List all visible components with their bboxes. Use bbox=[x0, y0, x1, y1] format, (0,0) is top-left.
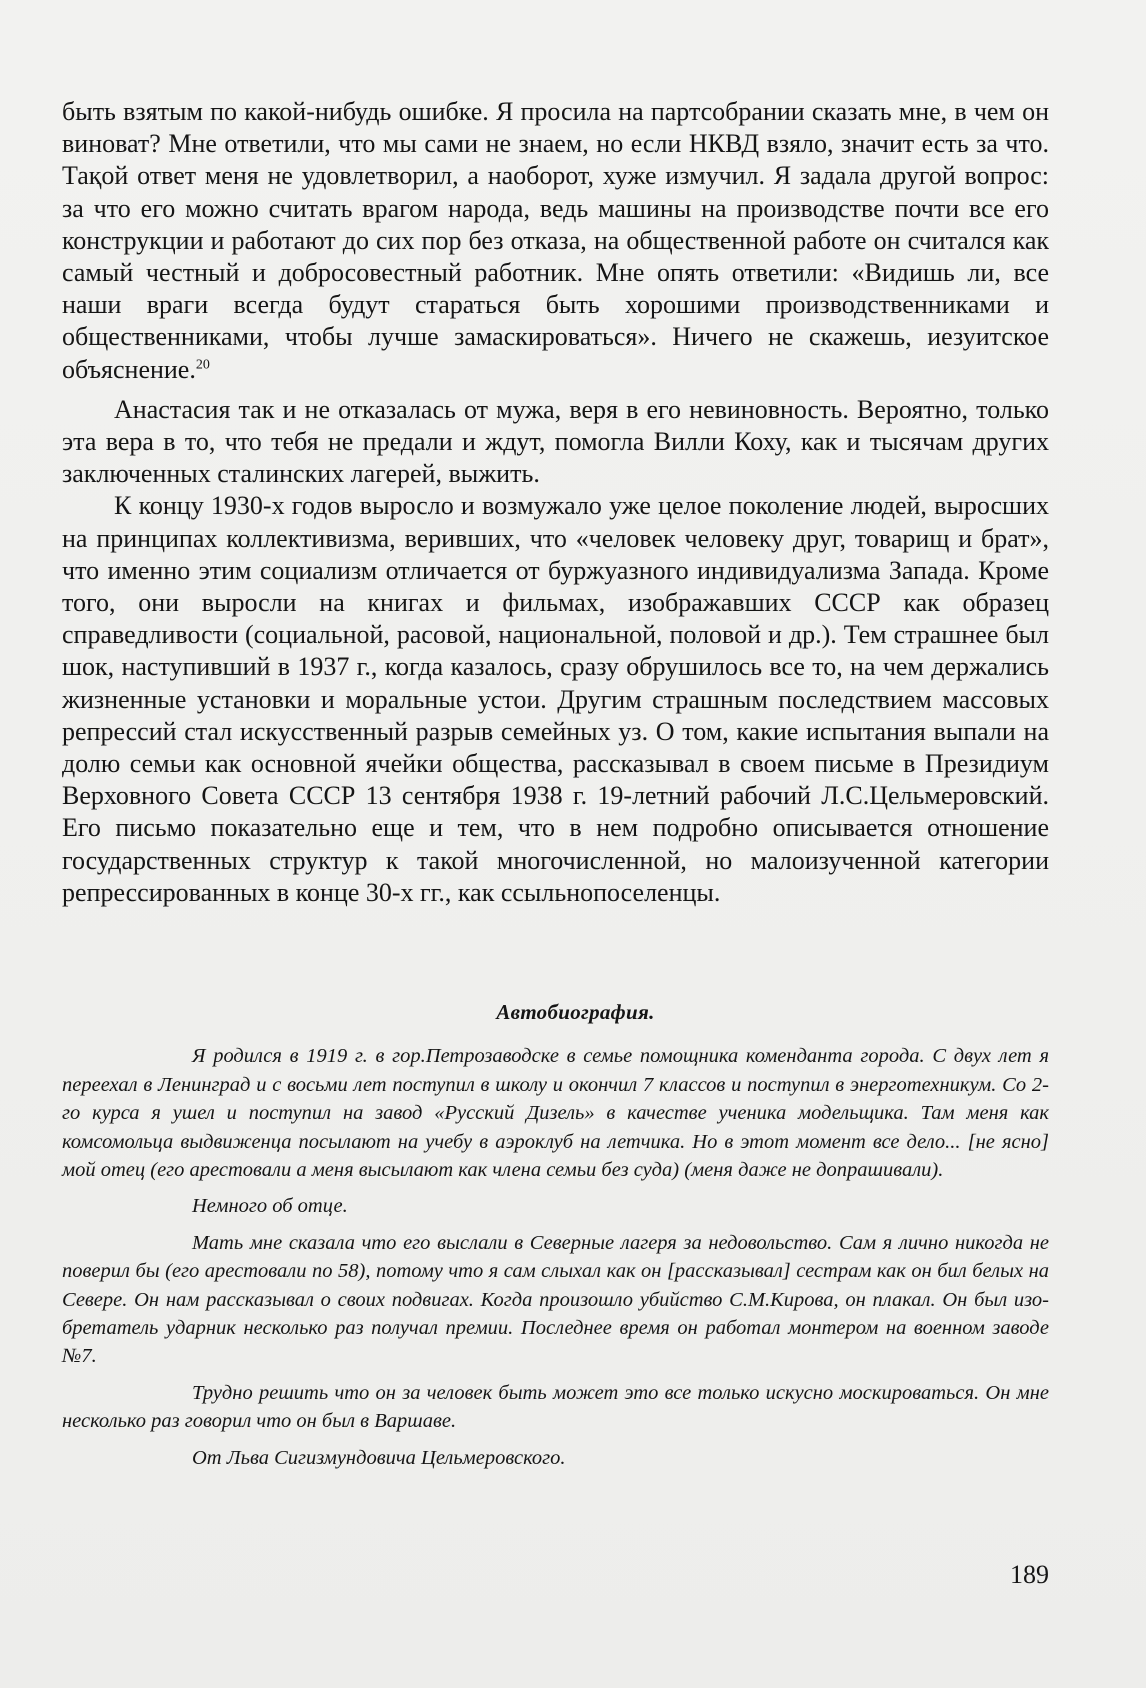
footnote-reference: 20 bbox=[195, 356, 210, 372]
document-heading: Автобиография. bbox=[496, 1000, 655, 1024]
main-text bbox=[62, 96, 1049, 909]
paragraph-text: быть взятым по какой-нибудь ошибке. Я просила на партсобрании сказать мне, в чем он виноват? Мне ответили, что мы сами не знаем, но если НКВД взяло, значит есть за что. Тақой ответ меня не удовлетворил, а наоборот, хуже измучил. Я задала другой вопрос: за что его можно считать врагом народа, ведь машины на производстве почти все его конструкции и работают до сих пор без отказа, на общественной работе он считался как самый честный и добросовестный работник. Мне опять ответили: «Видишь ли, все наши враги всегда будут стараться быть хорошими производственниками и общественниками, чтобы лучше замаскироваться». Ничего не скажешь, иезуитское объяснение. bbox=[62, 97, 1049, 384]
document-paragraph: Я родился в 1919 г. в гор.Петрозаводске в семье помощника коменданта города. С двух лет я переехал в Ленинград и с восьми лет поступил в школу и окончил 7 классов и поступил в энерготехникум. Со 2-го курса я ушел и поступил на завод «Русский Дизель» в качестве ученика модельщика. Там меня как комсомольца выдвиженца посылают на учебу в аэроклуб на летчика. Но в этот момент все дело... [не ясно] мой отец (его арестовали а меня высылают как члена семьи без суда) (меня даже не допрашивали). bbox=[62, 1045, 1049, 1182]
paragraph-generation: К концу 1930-х годов выросло и возмужало уже целое поколение людей, выросших на принципах коллективизма, веривших, что «человек человеку друг, товарищ и брат», что именно этим социализм отличается от буржуазного индивидуализма Запада. Кроме того, они выросли на книгах и фильмах, изображавших СССР как образец справедливости (социальной, расовой, национальной, половой и др.). Тем страшнее был шок, наступивший в 1937 г., когда казалось, сразу обрушилось все то, на чем держались жизненные установки и моральные устои. Другим страшным последствием массовых репрессий стал искусственный разрыв семейных уз. О том, какие испытания выпали на долю семьи как основной ячейки общества, рассказывал в своем письме в Президиум Верховного Совета СССР 13 сентября 1938 г. 19-летний рабочий Л.С.Цельмеровский. Его письмо показательно еще и тем, что в нем подробно описывается отношение государственных структур к такой многочисленной, но малоизученной категории репрессированных в конце 30-х гг., как ссыльнопоселенцы. bbox=[62, 491, 1049, 907]
document-paragraph: Трудно решить что он за человек быть может это все только искусно москироваться. Он мне несколько раз говорил что он был в Варшаве. bbox=[62, 1381, 1049, 1433]
paragraph-continuation bbox=[62, 96, 1049, 386]
document-paragraph: Мать мне сказала что его выслали в Северные лагеря за недовольство. Сам я лично никогда не поверил бы (его арестовали по 58), потому что я сам слыхал как он [рассказывал] сестрам как он бил белых на Севере. Он нам рассказывал о своих подвигах. Когда произошло убийство С.М.Кирова, он плакал. Он был изобретатель ударник несколько раз получал премии. Последнее время он работал монтером на военном заводе №7. bbox=[62, 1231, 1049, 1368]
document-subheading: Немного об отце. bbox=[192, 1195, 348, 1218]
quoted-document bbox=[62, 998, 1049, 1472]
document-signature: От Льва Сигизмундовича Цельмеровского. bbox=[192, 1446, 566, 1469]
page-number: 189 bbox=[1010, 1560, 1049, 1589]
paragraph-anastasia: Анастасия так и не отказалась от мужа, веря в его невиновность. Вероятно, только эта вера в то, что тебя не предали и ждут, помогла Вилли Коху, как и тысячам других заключенных сталинских лагерей, выжить. bbox=[62, 394, 1049, 489]
